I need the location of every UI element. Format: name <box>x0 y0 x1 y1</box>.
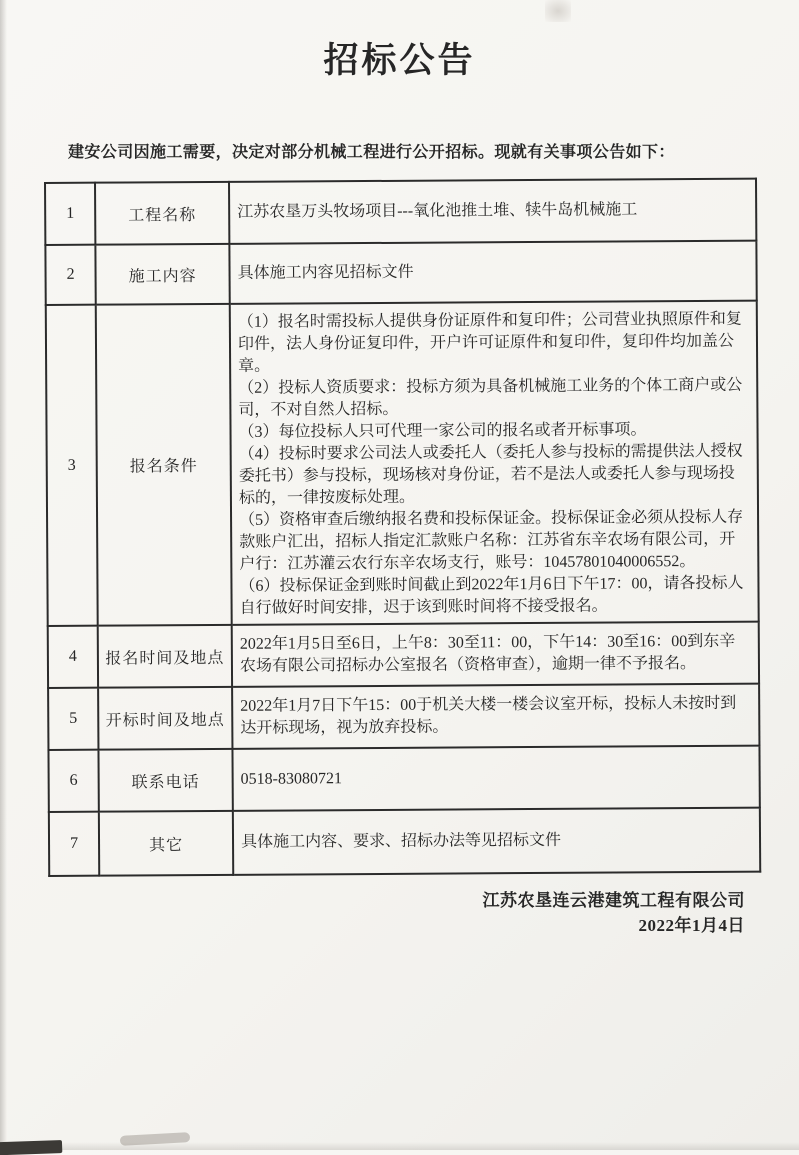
announcement-table <box>44 178 761 877</box>
scan-edge-shadow <box>0 0 7 1150</box>
table-row <box>45 241 756 305</box>
row-number: 1 <box>45 183 95 245</box>
table-row <box>46 301 759 626</box>
row-number: 3 <box>46 305 98 626</box>
row-content: 具体施工内容、要求、招标办法等见招标文件 <box>233 808 760 875</box>
row-content: 0518-83080721 <box>232 746 759 811</box>
footer <box>0 888 799 938</box>
row-content: 2022年1月5日至6日，上午8：30至11：00，下午14：30至16：00到东辛农场有限公司招标办公室报名（资格审查），逾期一律不予报名。 <box>232 622 759 687</box>
row-number: 4 <box>48 626 98 688</box>
condition-item: （5）资格审查后缴纳报名费和投标保证金。投标保证金必须从投标人存款账户汇出，招标人指定汇款账户名称：江苏省东辛农场有限公司，开户行：江苏灌云农行东辛农场支行，账号：10457801040006552。 <box>239 508 744 573</box>
row-label: 报名条件 <box>96 304 232 626</box>
row-number: 7 <box>49 812 99 876</box>
row-content <box>230 301 759 625</box>
row-content: 2022年1月7日下午15：00于机关大楼一楼会议室开标，投标人未按时到达开标现场，视为放弃投标。 <box>232 684 759 749</box>
condition-item: （6）投标保证金到账时间截止到2022年1月6日下午17：00，请各投标人自行做好时间安排，迟于该到账时间将不接受报名。 <box>239 574 744 617</box>
condition-item: （2）投标人资质要求：投标方须为具备机械施工业务的个体工商户或公司，不对自然人招标。 <box>238 376 743 419</box>
intro-paragraph: 建安公司因施工需要，决定对部分机械工程进行公开招标。现就有关事项公告如下： <box>68 144 675 161</box>
row-content: 江苏农垦万头牧场项目---氧化池推土堆、犊牛岛机械施工 <box>229 179 756 244</box>
table-row <box>49 808 760 876</box>
condition-item: （4）投标时要求公司法人或委托人（委托人参与投标的需提供法人授权委托书）参与投标，现场核对身份证，若不是法人或委托人参与现场投标的，一律按废标处理。 <box>238 442 743 507</box>
row-label: 联系电话 <box>98 749 232 812</box>
scan-smudge-corner <box>0 1140 62 1155</box>
row-number: 6 <box>48 750 98 812</box>
row-number: 5 <box>48 688 98 750</box>
footer-date: 2022年1月4日 <box>638 916 745 935</box>
row-label: 开标时间及地点 <box>98 687 232 750</box>
row-label: 工程名称 <box>95 182 229 245</box>
condition-item: （1）报名时需投标人提供身份证原件和复印件；公司营业执照原件和复印件，法人身份证复印件，开户许可证原件和复印件，复印件均加盖公章。 <box>237 310 742 375</box>
scan-smudge-corner-2 <box>120 1132 190 1146</box>
row-label: 报名时间及地点 <box>98 625 232 688</box>
row-number: 2 <box>45 245 95 305</box>
table-row <box>45 179 756 245</box>
row-label: 施工内容 <box>95 244 229 305</box>
table-row <box>48 622 759 688</box>
condition-item: （3）每位投标人只可代理一家公司的报名或者开标事项。 <box>238 421 647 441</box>
table-row <box>48 746 759 812</box>
footer-company: 江苏农垦连云港建筑工程有限公司 <box>482 891 745 910</box>
scan-smudge-top <box>545 0 571 22</box>
row-content: 具体施工内容见招标文件 <box>229 241 756 304</box>
page-title: 招标公告 <box>323 41 476 80</box>
row-label: 其它 <box>99 811 233 876</box>
table-row <box>48 684 759 750</box>
